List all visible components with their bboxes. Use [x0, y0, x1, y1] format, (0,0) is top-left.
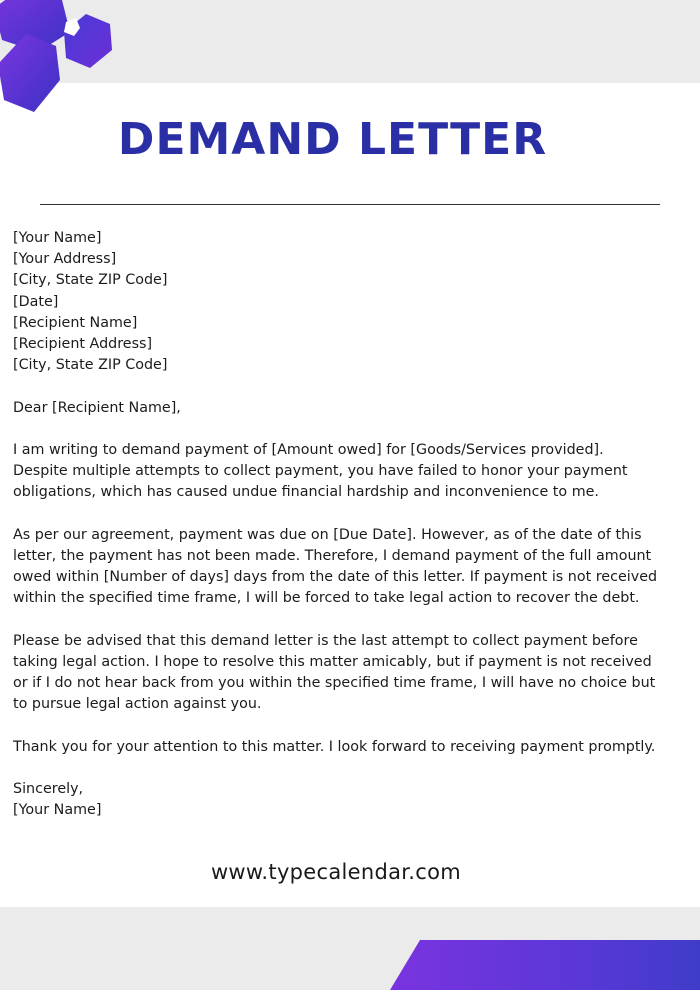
paragraph-line: obligations, which has caused undue financial hardship and inconvenience to me.: [13, 484, 599, 501]
paragraph-line: Please be advised that this demand letter is the last attempt to collect payment before: [13, 632, 638, 649]
paragraph-line: taking legal action. I hope to resolve this matter amicably, but if payment is not received: [13, 654, 652, 670]
recipient-address: [Recipient Address]: [13, 336, 153, 353]
paragraph-line: I am writing to demand payment of [Amount owed] for [Goods/Services provided].: [13, 442, 604, 458]
sender-name: [Your Name]: [13, 230, 102, 246]
paragraph-line: within the specified time frame, I will be forced to take legal action to recover the debt.: [13, 590, 640, 607]
hexagon-cluster-decoration: [0, 0, 130, 120]
paragraph-2: [13, 525, 673, 610]
paragraph-line: or if I do not hear back from you within the specified time frame, I will have no choice but: [13, 675, 656, 692]
corner-gradient-decoration: [390, 940, 700, 990]
sender-city-state-zip: [City, State ZIP Code]: [13, 272, 168, 289]
recipient-city-state-zip: [City, State ZIP Code]: [13, 357, 168, 374]
letter-date: [Date]: [13, 293, 59, 310]
paragraph-4: [13, 737, 673, 758]
paragraph-line: Despite multiple attempts to collect payment, you have failed to honor your payment: [13, 463, 628, 480]
closing: Sincerely,: [13, 781, 84, 798]
sender-address: [Your Address]: [13, 251, 117, 268]
paragraph-3: [13, 631, 673, 716]
recipient-name: [Recipient Name]: [13, 314, 138, 331]
paragraph-line: letter, the payment has not been made. Therefore, I demand payment of the full amount: [13, 548, 652, 564]
letter-body: [13, 228, 673, 822]
document-title: DEMAND LETTER: [117, 114, 548, 165]
paragraph-line: As per our agreement, payment was due on [Due Date]. However, as of the date of this: [13, 526, 642, 543]
paragraph-line: Thank you for your attention to this matter. I look forward to receiving payment promptly.: [13, 738, 656, 755]
salutation: Dear [Recipient Name],: [13, 399, 181, 416]
title-divider: [40, 204, 660, 205]
paragraph-line: owed within [Number of days] days from the date of this letter. If payment is not received: [13, 569, 658, 586]
paragraph-1: [13, 440, 673, 504]
paragraph-line: to pursue legal action against you.: [13, 696, 262, 713]
website-footer: www.typecalendar.com: [210, 860, 462, 884]
signature: [Your Name]: [13, 802, 102, 819]
